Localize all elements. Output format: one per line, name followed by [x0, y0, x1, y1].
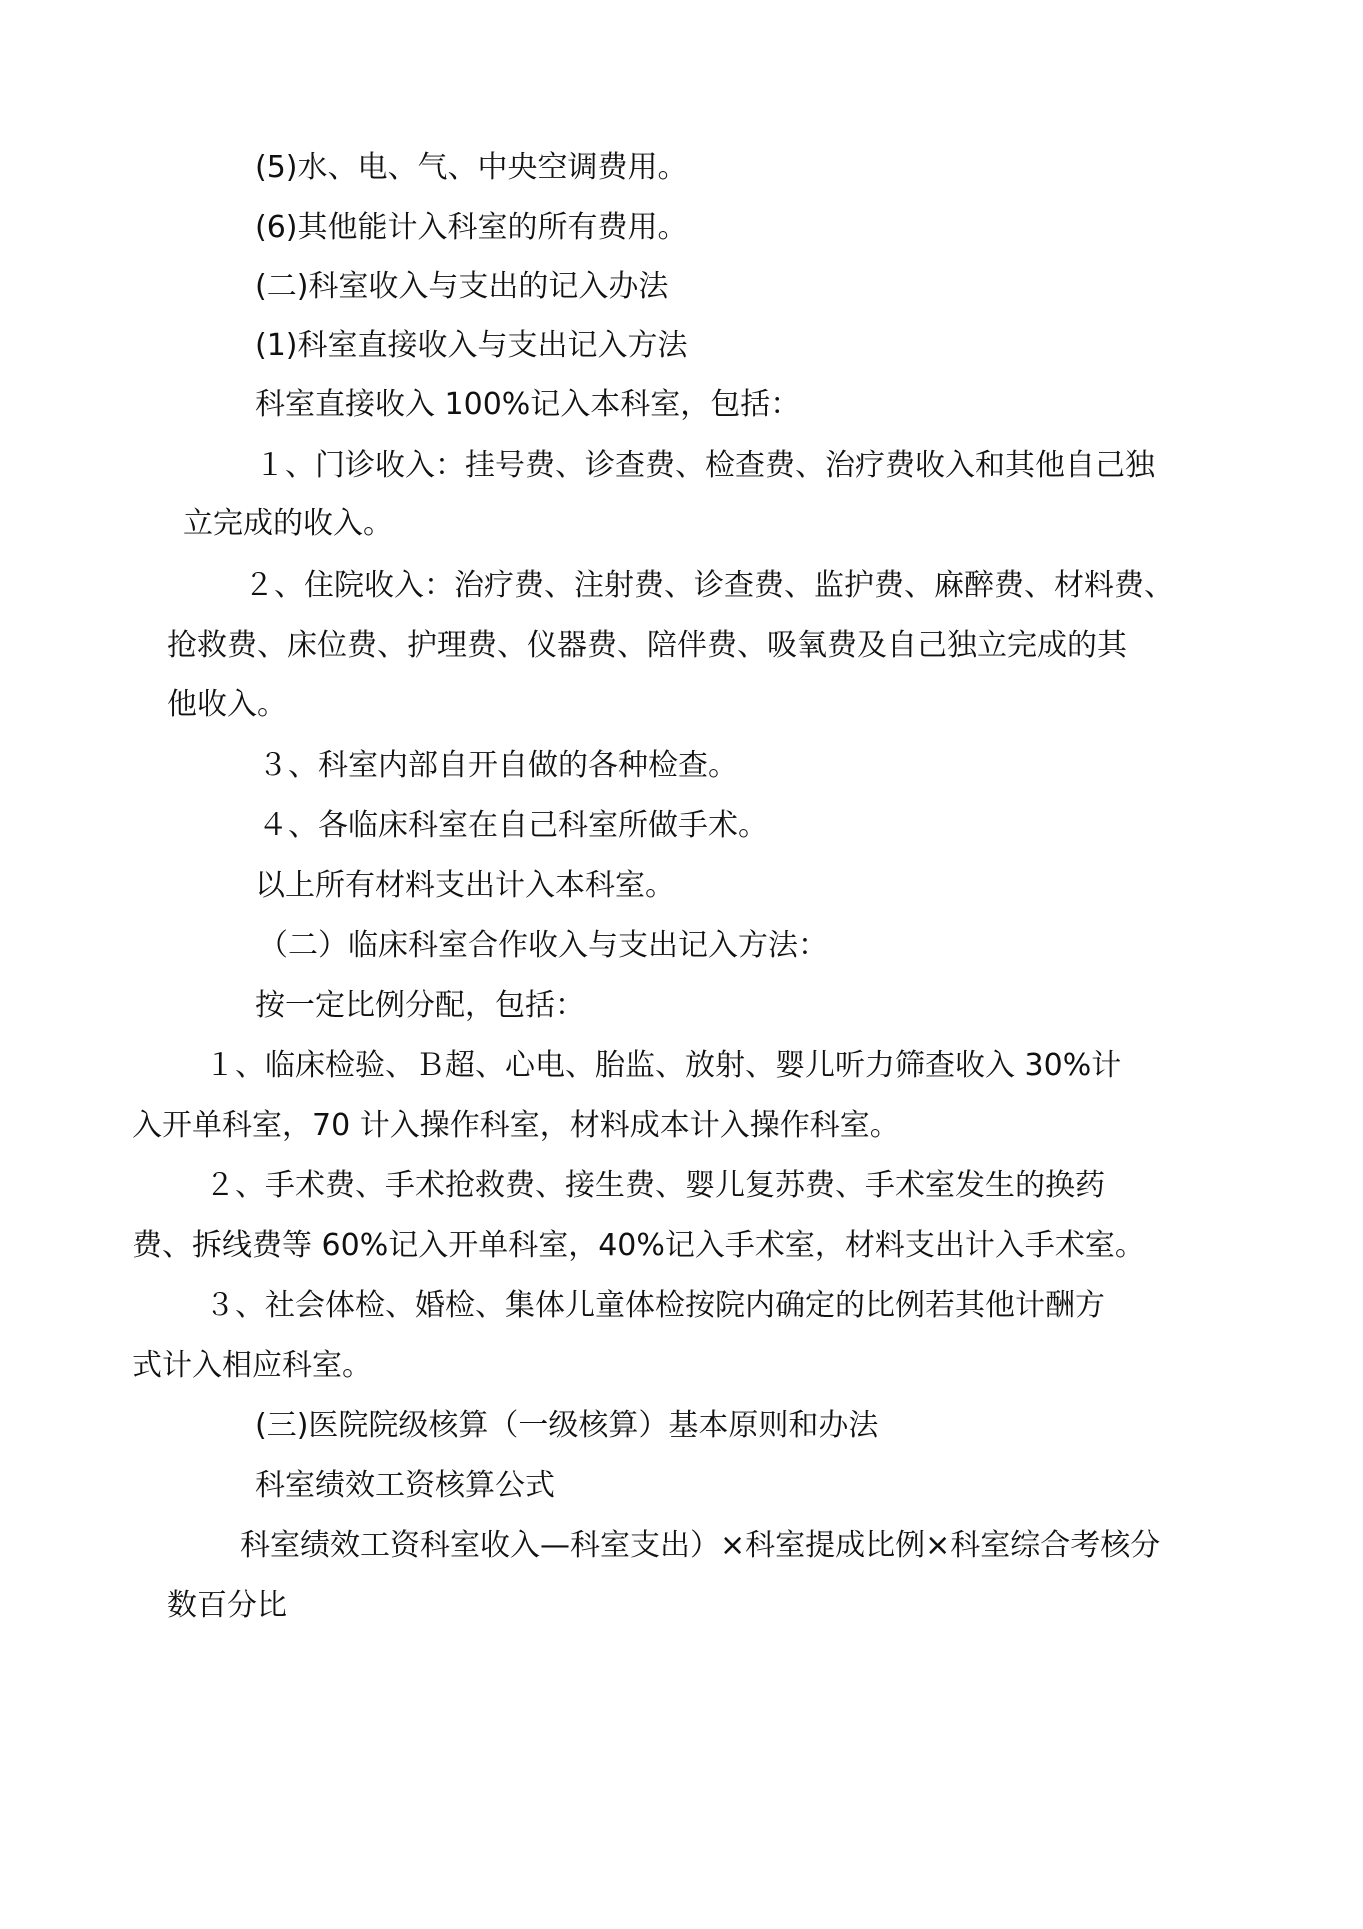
subsection-heading: (1)科室直接收入与支出记入方法: [255, 328, 688, 363]
text-line: 科室直接收入 100%记入本科室，包括：: [255, 387, 801, 422]
text-line: 科室绩效工资核算公式: [255, 1468, 555, 1503]
section-heading: (二)科室收入与支出的记入办法: [255, 269, 669, 304]
list-item: ３、科室内部自开自做的各种检查。: [258, 748, 738, 783]
list-item-continuation: 抢救费、床位费、护理费、仪器费、陪伴费、吸氧费及自己独立完成的其: [167, 628, 1127, 663]
list-item: １、临床检验、Ｂ超、心电、胎监、放射、婴儿听力筛查收入 30%计: [205, 1048, 1122, 1083]
subsection-heading: （二）临床科室合作收入与支出记入方法：: [258, 928, 828, 963]
list-item: ２、住院收入：治疗费、注射费、诊查费、监护费、麻醉费、材料费、: [244, 568, 1174, 603]
list-item-continuation: 入开单科室，70 计入操作科室，材料成本计入操作科室。: [132, 1108, 900, 1143]
text-line: (5)水、电、气、中央空调费用。: [255, 150, 688, 185]
list-item-continuation: 他收入。: [167, 687, 287, 722]
list-item-continuation: 式计入相应科室。: [132, 1348, 372, 1383]
list-item-continuation: 费、拆线费等 60%记入开单科室，40%记入手术室，材料支出计入手术室。: [132, 1228, 1145, 1263]
formula-continuation: 数百分比: [167, 1588, 287, 1623]
list-item-continuation: 立完成的收入。: [183, 506, 393, 541]
list-item: ４、各临床科室在自己科室所做手术。: [258, 808, 768, 843]
list-item: １、门诊收入：挂号费、诊查费、检查费、治疗费收入和其他自己独: [255, 448, 1155, 483]
formula-line: 科室绩效工资科室收入—科室支出）×科室提成比例×科室综合考核分: [240, 1528, 1161, 1563]
text-line: 按一定比例分配，包括：: [255, 988, 585, 1023]
section-heading: (三)医院院级核算（一级核算）基本原则和办法: [255, 1408, 879, 1443]
text-line: (6)其他能计入科室的所有费用。: [255, 210, 688, 245]
list-item: ３、社会体检、婚检、集体儿童体检按院内确定的比例若其他计酬方: [205, 1288, 1105, 1323]
text-line: 以上所有材料支出计入本科室。: [255, 868, 675, 903]
list-item: ２、手术费、手术抢救费、接生费、婴儿复苏费、手术室发生的换药: [205, 1168, 1105, 1203]
